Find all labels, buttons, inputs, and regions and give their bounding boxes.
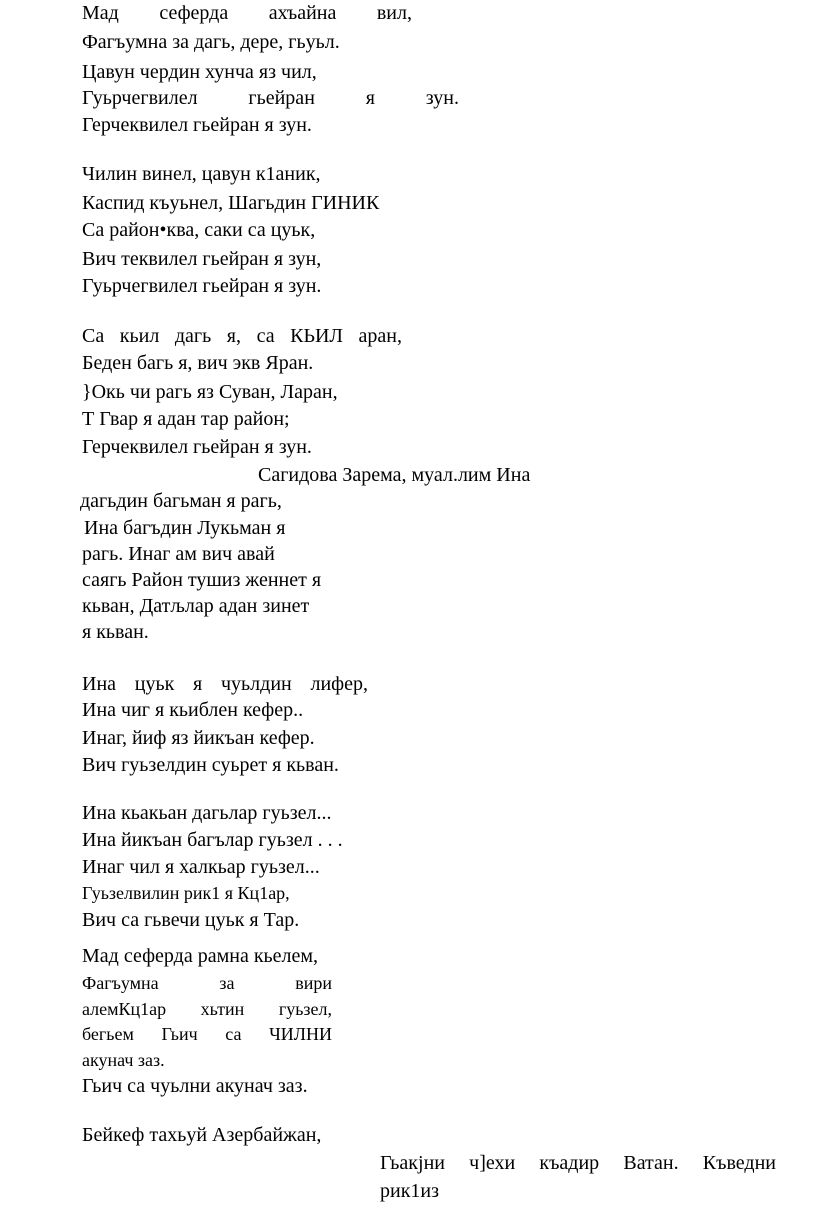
poem-line: Каспид къуьнел, Шагьдин ГИНИК (82, 192, 380, 214)
prose-line: дагьдин багьман я рагь, (80, 490, 282, 512)
poem-line: Герчеквилел гьейран я зун. (82, 436, 312, 458)
poem-line: Фагъумна за вири (82, 973, 332, 993)
poem-line: Гуьрчегвилел гьейран я зун. (82, 87, 459, 109)
poem-line: Инаг, йиф яз йикъан кефер. (82, 727, 315, 749)
poem-line: Гуьрчегвилел гьейран я зун. (82, 275, 322, 297)
poem-line: Мад сеферда ахъайна вил, (82, 2, 412, 24)
prose-line: Ина багъдин Лукьман я (84, 517, 286, 539)
poem-line: Мад сеферда рамна кьелем, (82, 945, 319, 967)
poem-line: Цавун чердин хунча яз чил, (82, 61, 317, 83)
poem-line: алемКц1ар хьтин гуьзел, (82, 999, 332, 1019)
poem-line: Герчеквилел гьейран я зун. (82, 114, 312, 136)
poem-line: акунач заз. (82, 1050, 165, 1070)
prose-line: кьван, Датљлар адан зинет (82, 595, 310, 617)
poem-line: Вич са гьвечи цуьк я Тар. (82, 909, 300, 931)
footer-line: Гьакјни ч]ехи къадир Ватан. Къведни (380, 1152, 776, 1174)
poem-line: Беден багь я, вич экв Яран. (82, 352, 314, 374)
prose-line: я кьван. (82, 621, 149, 643)
poem-line: бегьем Гьич са ЧИЛНИ (82, 1024, 332, 1044)
poem-line: Гьич са чуьлни акунач заз. (82, 1075, 308, 1097)
poem-line: }Окь чи рагь яз Суван, Ларан, (82, 381, 338, 403)
poem-line: Ина йикъан багълар гуьзел . . . (82, 829, 343, 851)
poem-line: Бейкеф тахьуй Азербайжан, (82, 1124, 322, 1146)
poem-line: Ина кьакьан дагьлар гуьзел... (82, 802, 332, 824)
poem-line: Ина чиг я кьиблен кефер.. (82, 699, 304, 721)
prose-line: саягь Район тушиз женнет я (82, 569, 322, 591)
author-line: Сагидова Зарема, муал.лим Ина (258, 464, 531, 486)
poem-line: Ина цуьк я чуьлдин лифер, (82, 673, 368, 695)
poem-line: Фагъумна за дагь, дере, гьуьл. (82, 31, 340, 53)
poem-line: Са район•ква, саки са цуьк, (82, 219, 316, 241)
poem-line: Чилин винел, цавун к1аник, (82, 163, 321, 185)
poem-line: Вич гуьзелдин суьрет я кьван. (82, 754, 339, 776)
prose-line: рагь. Инаг ам вич авай (82, 543, 275, 565)
poem-line: Са кьил дагь я, са КЬИЛ аран, (82, 325, 402, 347)
poem-line: Т Гвар я адан тар район; (82, 408, 290, 430)
footer-line: рик1из (380, 1180, 440, 1202)
poem-line: Вич теквилел гьейран я зун, (82, 248, 322, 270)
poem-line: Инаг чил я халкьар гуьзел... (82, 856, 320, 878)
poem-line: Гуьзелвилин рик1 я Кц1ар, (82, 883, 290, 903)
